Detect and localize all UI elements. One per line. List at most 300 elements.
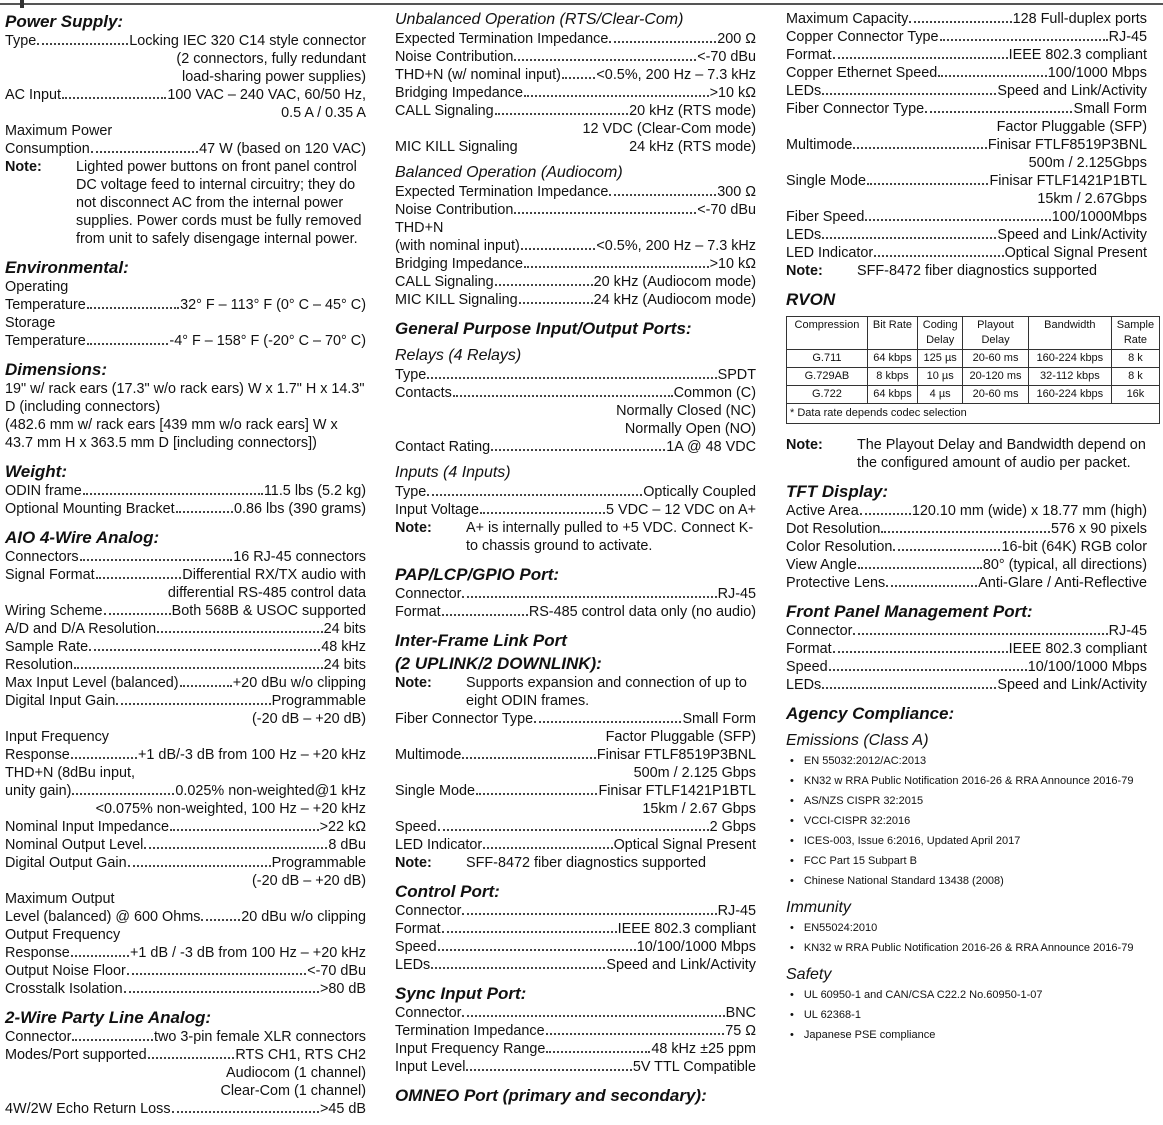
spec-label: A/D and D/A Resolution (5, 621, 157, 637)
section-heading: Agency Compliance: (786, 704, 955, 723)
spec-row (395, 483, 756, 501)
dot-leader (524, 266, 709, 268)
dot-leader (83, 493, 263, 495)
spec-value: 11.5 lbs (5.2 kg) (263, 483, 366, 499)
spec-value-continued: load-sharing power supplies) (182, 69, 366, 85)
subsection-heading: Unbalanced Operation (RTS/Clear-Com) (395, 11, 684, 28)
dot-leader (74, 667, 323, 669)
spec-label-line: Input Frequency (5, 729, 109, 745)
header-line: Coding (922, 319, 958, 331)
spec-row (395, 273, 756, 291)
table-header-cell (787, 317, 868, 350)
spec-row (395, 66, 756, 84)
spec-row (5, 746, 366, 764)
dot-leader (170, 829, 319, 831)
spec-value: 100/1000Mbps (1051, 209, 1147, 225)
spec-value: 16-bit (64K) RGB color (1001, 539, 1147, 555)
dot-leader (37, 43, 128, 45)
dot-leader (881, 531, 1050, 533)
dot-leader (853, 633, 1107, 635)
dot-leader (427, 494, 642, 496)
spec-value-continued: Factor Pluggable (SFP) (605, 729, 756, 745)
spec-label: Optional Mounting Bracket (5, 501, 175, 517)
dot-leader (822, 237, 996, 239)
spec-value: IEEE 802.3 compliant (1008, 47, 1147, 63)
table-row (787, 368, 1160, 386)
dot-leader (104, 613, 171, 615)
spec-row (786, 622, 1147, 640)
compliance-bullet: • Japanese PSE compliance (786, 1025, 1147, 1045)
compliance-bullet: • FCC Part 15 Subpart B (786, 851, 1147, 871)
section-heading: Dimensions: (5, 360, 108, 379)
spec-label: Bridging Impedance (395, 85, 523, 101)
table-cell: 32-112 kbps (1028, 368, 1111, 386)
subsection-heading: Immunity (786, 899, 851, 916)
subsection-heading: Emissions (Class A) (786, 732, 929, 749)
spec-value: <-70 dBu (307, 963, 366, 979)
spec-label: Format (395, 921, 441, 937)
dot-leader (514, 59, 696, 61)
dot-leader (925, 111, 1072, 113)
dot-leader (438, 829, 709, 831)
spec-label: LEDs (786, 83, 822, 99)
spec-label: Connector (395, 1005, 462, 1021)
spec-row (395, 938, 756, 956)
spec-row (5, 782, 366, 800)
spec-row (395, 782, 756, 800)
spec-row (395, 1022, 756, 1040)
note (786, 262, 1147, 280)
dot-leader (521, 248, 596, 250)
dot-leader (87, 343, 169, 345)
spec-label: Resolution (5, 657, 73, 673)
rvon-table (786, 316, 1160, 424)
spec-row (395, 255, 756, 273)
spec-label: Type (395, 484, 427, 500)
spec-value: >45 dB (319, 1101, 366, 1117)
dot-leader (829, 669, 1027, 671)
spec-value-continued: 0.5 A / 0.35 A (281, 105, 366, 121)
table-cell: 125 µs (918, 350, 963, 368)
spec-row (395, 384, 756, 402)
spec-label: Signal Format (5, 567, 95, 583)
spec-value-continued: 500m / 2.125Gbps (1028, 155, 1147, 171)
dot-leader (534, 721, 681, 723)
spec-value: 20 kHz (RTS mode) (629, 103, 756, 119)
spec-value-continued: 15km / 2.67Gbps (1037, 191, 1147, 207)
header-line: Rate (1123, 334, 1148, 346)
spec-label: Temperature (5, 333, 86, 349)
spec-label: Sample Rate (5, 639, 89, 655)
spec-label: Multimode (786, 137, 853, 153)
spec-label: Temperature (5, 297, 86, 313)
spec-value: 0.86 lbs (390 grams) (234, 501, 366, 517)
spec-row (5, 836, 366, 854)
spec-row (395, 818, 756, 836)
spec-label: Termination Impedance (395, 1023, 545, 1039)
spec-value: 47 W (based on 120 VAC) (199, 141, 366, 157)
table-cell: 64 kbps (867, 386, 917, 404)
spec-row (5, 1046, 366, 1064)
spec-value: 576 x 90 pixels (1051, 521, 1147, 537)
header-line: Delay (981, 334, 1010, 346)
spec-row (395, 603, 756, 621)
spec-row (5, 32, 366, 50)
table-cell: 8 kbps (867, 368, 917, 386)
spec-value-continued: Factor Pluggable (SFP) (996, 119, 1147, 135)
spec-value: <0.5%, 200 Hz – 7.3 kHz (596, 67, 756, 83)
dot-leader (144, 847, 327, 849)
table-cell: 20-60 ms (963, 350, 1029, 368)
spec-value: 5V TTL Compatible (632, 1059, 756, 1075)
paragraph: (482.6 mm w/ rack ears [439 mm w/o rack ears] W x 43.7 mm H x 363.5 mm D [including connectors]) (5, 417, 338, 451)
spec-label: Noise Contribution (395, 49, 514, 65)
spec-row (395, 585, 756, 603)
table-header-cell (867, 317, 917, 350)
dot-leader (546, 1033, 725, 1035)
spec-value: 10/100/1000 Mbps (636, 939, 756, 955)
dot-leader (909, 21, 1011, 23)
dot-leader (833, 57, 1008, 59)
dot-leader (453, 395, 673, 397)
spec-value: 8 dBu (328, 837, 366, 853)
dot-leader (867, 183, 988, 185)
spec-value: 20 dBu w/o clipping (241, 909, 366, 925)
spec-label: LED Indicator (395, 837, 483, 853)
table-cell: 64 kbps (867, 350, 917, 368)
table-cell: G.722 (787, 386, 868, 404)
spec-value-continued: Normally Open (NO) (624, 421, 756, 437)
spec-label: Multimode (395, 747, 462, 763)
compliance-bullet: • Chinese National Standard 13438 (2008) (786, 871, 1147, 891)
spec-row (786, 574, 1147, 592)
spec-value: Speed and Link/Activity (997, 677, 1147, 693)
spec-label: Input Frequency Range (395, 1041, 546, 1057)
spec-label: Nominal Input Impedance (5, 819, 169, 835)
dot-leader (442, 931, 617, 933)
spec-value: 100/1000 Mbps (1047, 65, 1147, 81)
section-heading: RVON (786, 290, 836, 309)
spec-value: RJ-45 (1108, 623, 1147, 639)
dot-leader (858, 567, 982, 569)
dot-leader (72, 1039, 153, 1041)
spec-value: <-70 dBu (697, 202, 756, 218)
paragraph: 19" w/ rack ears (17.3" w/o rack ears) W x 1.7" H x 14.3" D (including connectors) (5, 381, 365, 415)
spec-value: IEEE 802.3 compliant (1008, 641, 1147, 657)
dot-leader (938, 75, 1047, 77)
spec-label: Type (395, 367, 427, 383)
dot-leader (176, 511, 233, 513)
dot-leader (172, 1111, 319, 1113)
spec-value: 48 kHz (321, 639, 366, 655)
dot-leader (116, 703, 270, 705)
header-line: Compression (794, 319, 860, 331)
spec-value: 120.10 mm (wide) x 18.77 mm (high) (911, 503, 1147, 519)
spec-value: two 3-pin female XLR connectors (154, 1029, 366, 1045)
spec-label: Consumption (5, 141, 90, 157)
table-header-cell (963, 317, 1029, 350)
table-cell: 10 µs (918, 368, 963, 386)
spec-row (395, 746, 756, 764)
note-label: Note: (395, 675, 432, 691)
note (395, 674, 756, 710)
spec-label: Wiring Scheme (5, 603, 103, 619)
spec-label: AC Input (5, 87, 61, 103)
spec-label-line: Maximum Output (5, 891, 115, 907)
spec-row (786, 244, 1147, 262)
spec-value: 20 kHz (Audiocom mode) (593, 274, 756, 290)
spec-row (395, 902, 756, 920)
spec-value: 75 Ω (725, 1023, 756, 1039)
compliance-bullet: • UL 60950-1 and CAN/CSA C22.2 No.60950-1-07 (786, 985, 1147, 1005)
spec-label: Copper Ethernet Speed (786, 65, 938, 81)
spec-label: Dot Resolution (786, 521, 881, 537)
spec-label: Connector (786, 623, 853, 639)
spec-label: LEDs (395, 957, 431, 973)
spec-value: RJ-45 (1108, 29, 1147, 45)
spec-row (395, 836, 756, 854)
spec-value: Optically Coupled (643, 484, 756, 500)
subsection-heading: Inputs (4 Inputs) (395, 464, 511, 481)
spec-value: 32° F – 113° F (0° C – 45° C) (180, 297, 366, 313)
spec-value: 0.025% non-weighted@1 kHz (175, 783, 366, 799)
dot-leader (514, 212, 696, 214)
section-heading: Environmental: (5, 258, 129, 277)
spec-label: Connector (395, 903, 462, 919)
spec-label: LED Indicator (786, 245, 874, 261)
spec-row (5, 548, 366, 566)
spec-value: 5 VDC – 12 VDC on A+ (606, 502, 756, 518)
spec-row (5, 140, 366, 158)
dot-leader (431, 967, 605, 969)
spec-value: Finisar FTLF8519P3BNL (596, 747, 756, 763)
compliance-bullet: • KN32 w RRA Public Notification 2016-26 & RRA Announce 2016-79 (786, 771, 1147, 791)
spec-value: +20 dBu w/o clipping (232, 675, 366, 691)
note-text: SFF-8472 fiber diagnostics supported (857, 263, 1097, 279)
dot-leader (886, 585, 977, 587)
spec-value: Finisar FTLF8519P3BNL (987, 137, 1147, 153)
spec-label: Maximum Capacity (786, 11, 909, 27)
spec-label: Color Resolution (786, 539, 893, 555)
table-cell: 8 k (1111, 350, 1159, 368)
dot-leader (480, 512, 605, 514)
spec-label: Level (balanced) @ 600 Ohms (5, 909, 201, 925)
dot-leader (822, 93, 996, 95)
compliance-bullet: • ICES-003, Issue 6:2016, Updated April 2017 (786, 831, 1147, 851)
spec-value: Speed and Link/Activity (997, 227, 1147, 243)
spec-row (5, 86, 366, 104)
spec-label: Input Voltage (395, 502, 480, 518)
column-left (5, 10, 366, 1118)
spec-row (786, 208, 1147, 226)
table-cell: 160-224 kbps (1028, 350, 1111, 368)
spec-row (786, 46, 1147, 64)
spec-label: Fiber Speed (786, 209, 865, 225)
subsection-heading: Safety (786, 966, 832, 983)
spec-row (5, 296, 366, 314)
spec-label: Contacts (395, 385, 452, 401)
spec-value: Anti-Glare / Anti-Reflective (978, 575, 1147, 591)
note-label: Note: (395, 520, 432, 536)
spec-label: Digital Output Gain (5, 855, 127, 871)
spec-row (395, 1040, 756, 1058)
spec-value: >22 kΩ (319, 819, 366, 835)
spec-value: 128 Full-duplex ports (1012, 11, 1147, 27)
spec-label: Protective Lens (786, 575, 886, 591)
spec-value-continued: (-20 dB – +20 dB) (252, 711, 366, 727)
spec-label: CALL Signaling (395, 274, 494, 290)
dot-leader (89, 649, 320, 651)
spec-value: Finisar FTLF1421P1BTL (989, 173, 1147, 189)
subsection-heading: Relays (4 Relays) (395, 347, 522, 364)
spec-label: Output Noise Floor (5, 963, 126, 979)
spec-label: Connectors (5, 549, 79, 565)
subsection-heading: Balanced Operation (Audiocom) (395, 164, 623, 181)
spec-row (5, 602, 366, 620)
spec-row (5, 962, 366, 980)
spec-value: 100 VAC – 240 VAC, 60/50 Hz, (167, 87, 366, 103)
dot-leader (609, 194, 716, 196)
dot-leader (180, 685, 232, 687)
spec-value: IEEE 802.3 compliant (617, 921, 756, 937)
table-footnote-row (787, 404, 1160, 424)
spec-label: Expected Termination Impedance (395, 31, 609, 47)
section-heading: PAP/LCP/GPIO Port: (395, 565, 560, 584)
table-row (787, 350, 1160, 368)
spec-value-continued: Clear-Com (1 channel) (220, 1083, 366, 1099)
section-heading: AIO 4-Wire Analog: (5, 528, 160, 547)
spec-value: 24 bits (323, 621, 366, 637)
spec-value-continued: (2 connectors, fully redundant (176, 51, 366, 67)
spec-row (5, 1028, 366, 1046)
dot-leader (476, 793, 597, 795)
section-heading: 2-Wire Party Line Analog: (5, 1008, 212, 1027)
spec-label: LEDs (786, 677, 822, 693)
spec-label: Input Level (395, 1059, 466, 1075)
spec-label: Connector (395, 586, 462, 602)
spec-value: Locking IEC 320 C14 style connector (129, 33, 366, 49)
dot-leader (940, 39, 1108, 41)
dot-leader (72, 793, 174, 795)
spec-row (5, 620, 366, 638)
note-text: A+ is internally pulled to +5 VDC. Connect K- to chassis ground to activate. (466, 520, 754, 554)
spec-value: Both 568B & USOC supported (171, 603, 366, 619)
spec-row (395, 501, 756, 519)
dot-leader (822, 687, 996, 689)
table-header-row (787, 317, 1160, 350)
note (395, 854, 756, 872)
section-heading: (2 UPLINK/2 DOWNLINK): (395, 654, 602, 673)
spec-value: 24 bits (323, 657, 366, 673)
spec-row (5, 656, 366, 674)
spec-label: CALL Signaling (395, 103, 494, 119)
spec-label: Digital Input Gain (5, 693, 116, 709)
note (786, 436, 1147, 472)
spec-label: 4W/2W Echo Return Loss (5, 1101, 171, 1117)
spec-label: Speed (395, 819, 437, 835)
dot-leader (495, 113, 628, 115)
spec-row (786, 556, 1147, 574)
dot-leader (462, 913, 716, 915)
spec-label: (with nominal input) (395, 238, 520, 254)
header-line: Bandwidth (1044, 319, 1096, 331)
compliance-bullet: • VCCI-CISPR 32:2016 (786, 811, 1147, 831)
spec-value: SPDT (717, 367, 756, 383)
spec-value: >10 kΩ (709, 85, 756, 101)
header-line: Bit Rate (872, 319, 913, 331)
spec-label: ODIN frame (5, 483, 82, 499)
spec-label: Response (5, 747, 70, 763)
spec-label-line: Operating (5, 279, 69, 295)
note-label: Note: (786, 263, 823, 279)
spec-row (395, 48, 756, 66)
spec-value-continued: 15km / 2.67 Gbps (642, 801, 756, 817)
dot-leader (865, 219, 1050, 221)
dot-leader (546, 1051, 650, 1053)
spec-value: Small Form (1073, 101, 1147, 117)
spec-row (395, 366, 756, 384)
spec-label-line: Storage (5, 315, 56, 331)
spec-row (786, 502, 1147, 520)
spec-label: Fiber Connector Type (395, 711, 534, 727)
spec-value: 1A @ 48 VDC (666, 439, 756, 455)
note-text: Lighted power buttons on front panel control DC voltage feed to internal circuitry; they do not disconnect AC from the internal power supplies. Power cords must be fully removed from unit to safely disengage internal power. (76, 159, 362, 247)
spec-label: THD+N (w/ nominal input) (395, 67, 561, 83)
dot-leader (71, 955, 129, 957)
dot-leader (438, 949, 636, 951)
spec-label: Fiber Connector Type (786, 101, 925, 117)
spec-row (5, 818, 366, 836)
spec-value-continued: Normally Closed (NC) (616, 403, 756, 419)
spec-row (786, 136, 1147, 154)
spec-value: RS-485 control data only (no audio) (528, 604, 756, 620)
spec-row (5, 566, 366, 584)
dot-leader (427, 377, 716, 379)
spec-value: 200 Ω (717, 31, 756, 47)
spec-value: <0.5%, 200 Hz – 7.3 kHz (596, 238, 756, 254)
section-heading: Sync Input Port: (395, 984, 527, 1003)
column-right (786, 10, 1155, 1045)
spec-row (5, 980, 366, 998)
note-text: Supports expansion and connection of up to eight ODIN frames. (466, 675, 747, 709)
dot-leader (96, 577, 182, 579)
dot-leader (80, 559, 233, 561)
spec-value: 80° (typical, all directions) (982, 557, 1147, 573)
table-cell: 160-224 kbps (1028, 386, 1111, 404)
spec-value: 16 RJ-45 connectors (233, 549, 366, 565)
spec-row (395, 1058, 756, 1076)
dot-leader (491, 449, 665, 451)
table-cell: G.729AB (787, 368, 868, 386)
compliance-bullet: • EN 55032:2012/AC:2013 (786, 751, 1147, 771)
spec-label-line: THD+N (8dBu input, (5, 765, 135, 781)
dot-leader (87, 307, 179, 309)
spec-value-continued: 12 VDC (Clear-Com mode) (582, 121, 756, 137)
spec-label: Expected Termination Impedance (395, 184, 609, 200)
spec-value: 10/100/1000 Mbps (1027, 659, 1147, 675)
spec-label: Nominal Output Level (5, 837, 144, 853)
table-cell: 20-120 ms (963, 368, 1029, 386)
spec-row (786, 658, 1147, 676)
spec-value: -4° F – 158° F (-20° C – 70° C) (169, 333, 366, 349)
column-middle (395, 10, 756, 1106)
spec-label: View Angle (786, 557, 857, 573)
table-cell: 8 k (1111, 368, 1159, 386)
spec-label: Connector (5, 1029, 72, 1045)
spec-label: Single Mode (395, 783, 475, 799)
dot-leader (466, 1069, 631, 1071)
spec-value: Differential RX/TX audio with (182, 567, 366, 583)
